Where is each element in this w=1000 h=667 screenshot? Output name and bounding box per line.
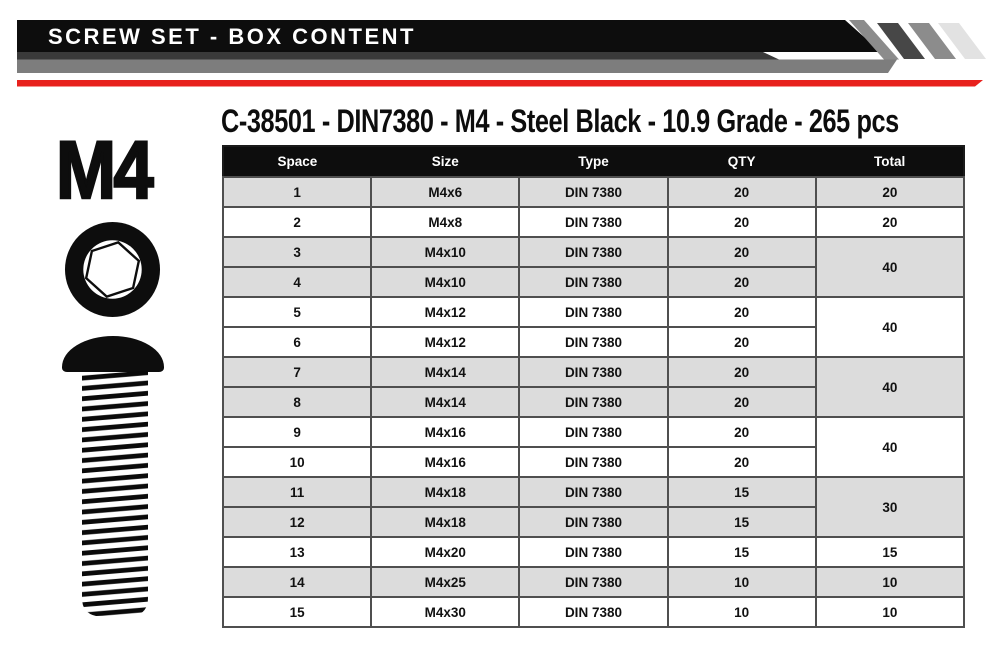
cell-space: 15: [223, 597, 371, 627]
cell-qty: 20: [668, 207, 816, 237]
banner-band-mid: [17, 60, 897, 74]
cell-qty: 20: [668, 297, 816, 327]
cell-type: DIN 7380: [519, 327, 667, 357]
table-row: [223, 237, 964, 267]
cell-type: DIN 7380: [519, 387, 667, 417]
cell-space: 14: [223, 567, 371, 597]
cell-size: M4x12: [371, 297, 519, 327]
banner-red-line: [17, 80, 983, 87]
cell-size: M4x18: [371, 507, 519, 537]
cell-total: 20: [816, 207, 964, 237]
cell-space: 2: [223, 207, 371, 237]
cell-size: M4x10: [371, 237, 519, 267]
cell-type: DIN 7380: [519, 267, 667, 297]
cell-space: 12: [223, 507, 371, 537]
box-content-table: [222, 145, 965, 628]
cell-qty: 20: [668, 177, 816, 207]
header-space: Space: [223, 146, 371, 177]
cell-type: DIN 7380: [519, 177, 667, 207]
cell-size: M4x14: [371, 357, 519, 387]
header-type: Type: [519, 146, 667, 177]
cell-qty: 10: [668, 597, 816, 627]
cell-qty: 20: [668, 267, 816, 297]
cell-qty: 20: [668, 357, 816, 387]
cell-size: M4x14: [371, 387, 519, 417]
cell-size: M4x6: [371, 177, 519, 207]
cell-total: 15: [816, 537, 964, 567]
cell-size: M4x12: [371, 327, 519, 357]
cell-qty: 15: [668, 537, 816, 567]
cell-space: 1: [223, 177, 371, 207]
banner-title: SCREW SET - BOX CONTENT: [48, 24, 416, 49]
cell-type: DIN 7380: [519, 297, 667, 327]
cell-total: 20: [816, 177, 964, 207]
cell-space: 10: [223, 447, 371, 477]
table-header-row: [223, 146, 964, 177]
cell-type: DIN 7380: [519, 447, 667, 477]
cell-type: DIN 7380: [519, 507, 667, 537]
hex-socket-head-top-icon: [63, 220, 162, 319]
cell-size: M4x8: [371, 207, 519, 237]
table-row: [223, 207, 964, 237]
cell-total-merged: 40: [816, 297, 964, 357]
cell-type: DIN 7380: [519, 477, 667, 507]
table-row: [223, 417, 964, 447]
cell-type: DIN 7380: [519, 537, 667, 567]
cell-type: DIN 7380: [519, 597, 667, 627]
cell-type: DIN 7380: [519, 567, 667, 597]
cell-total-merged: 40: [816, 417, 964, 477]
button-head-screw-head: [62, 336, 164, 372]
cell-total: 10: [816, 597, 964, 627]
table-row: [223, 177, 964, 207]
cell-qty: 15: [668, 507, 816, 537]
size-label: M4: [56, 125, 151, 216]
cell-space: 9: [223, 417, 371, 447]
banner-band-dark: [17, 52, 779, 60]
cell-qty: 15: [668, 477, 816, 507]
cell-qty: 20: [668, 447, 816, 477]
table-row: [223, 537, 964, 567]
cell-space: 3: [223, 237, 371, 267]
cell-qty: 10: [668, 567, 816, 597]
cell-size: M4x16: [371, 447, 519, 477]
table-row: [223, 477, 964, 507]
cell-type: DIN 7380: [519, 417, 667, 447]
cell-total-merged: 40: [816, 357, 964, 417]
cell-space: 4: [223, 267, 371, 297]
cell-total-merged: 40: [816, 237, 964, 297]
cell-space: 11: [223, 477, 371, 507]
cell-qty: 20: [668, 387, 816, 417]
cell-qty: 20: [668, 237, 816, 267]
header-total: Total: [816, 146, 964, 177]
cell-type: DIN 7380: [519, 207, 667, 237]
cell-size: M4x25: [371, 567, 519, 597]
cell-size: M4x18: [371, 477, 519, 507]
product-title: C-38501 - DIN7380 - M4 - Steel Black - 10.9 Grade - 265 pcs: [221, 103, 899, 139]
cell-size: M4x16: [371, 417, 519, 447]
cell-space: 6: [223, 327, 371, 357]
table-row: [223, 597, 964, 627]
cell-qty: 20: [668, 417, 816, 447]
table-row: [223, 567, 964, 597]
cell-total-merged: 30: [816, 477, 964, 537]
cell-type: DIN 7380: [519, 357, 667, 387]
cell-space: 8: [223, 387, 371, 417]
cell-qty: 20: [668, 327, 816, 357]
header-size: Size: [371, 146, 519, 177]
cell-total: 10: [816, 567, 964, 597]
header-qty: QTY: [668, 146, 816, 177]
cell-space: 5: [223, 297, 371, 327]
table-row: [223, 297, 964, 327]
cell-space: 13: [223, 537, 371, 567]
cell-size: M4x10: [371, 267, 519, 297]
cell-size: M4x20: [371, 537, 519, 567]
table-row: [223, 357, 964, 387]
button-head-screw-thread-icon: [79, 370, 151, 619]
cell-type: DIN 7380: [519, 237, 667, 267]
cell-size: M4x30: [371, 597, 519, 627]
cell-space: 7: [223, 357, 371, 387]
